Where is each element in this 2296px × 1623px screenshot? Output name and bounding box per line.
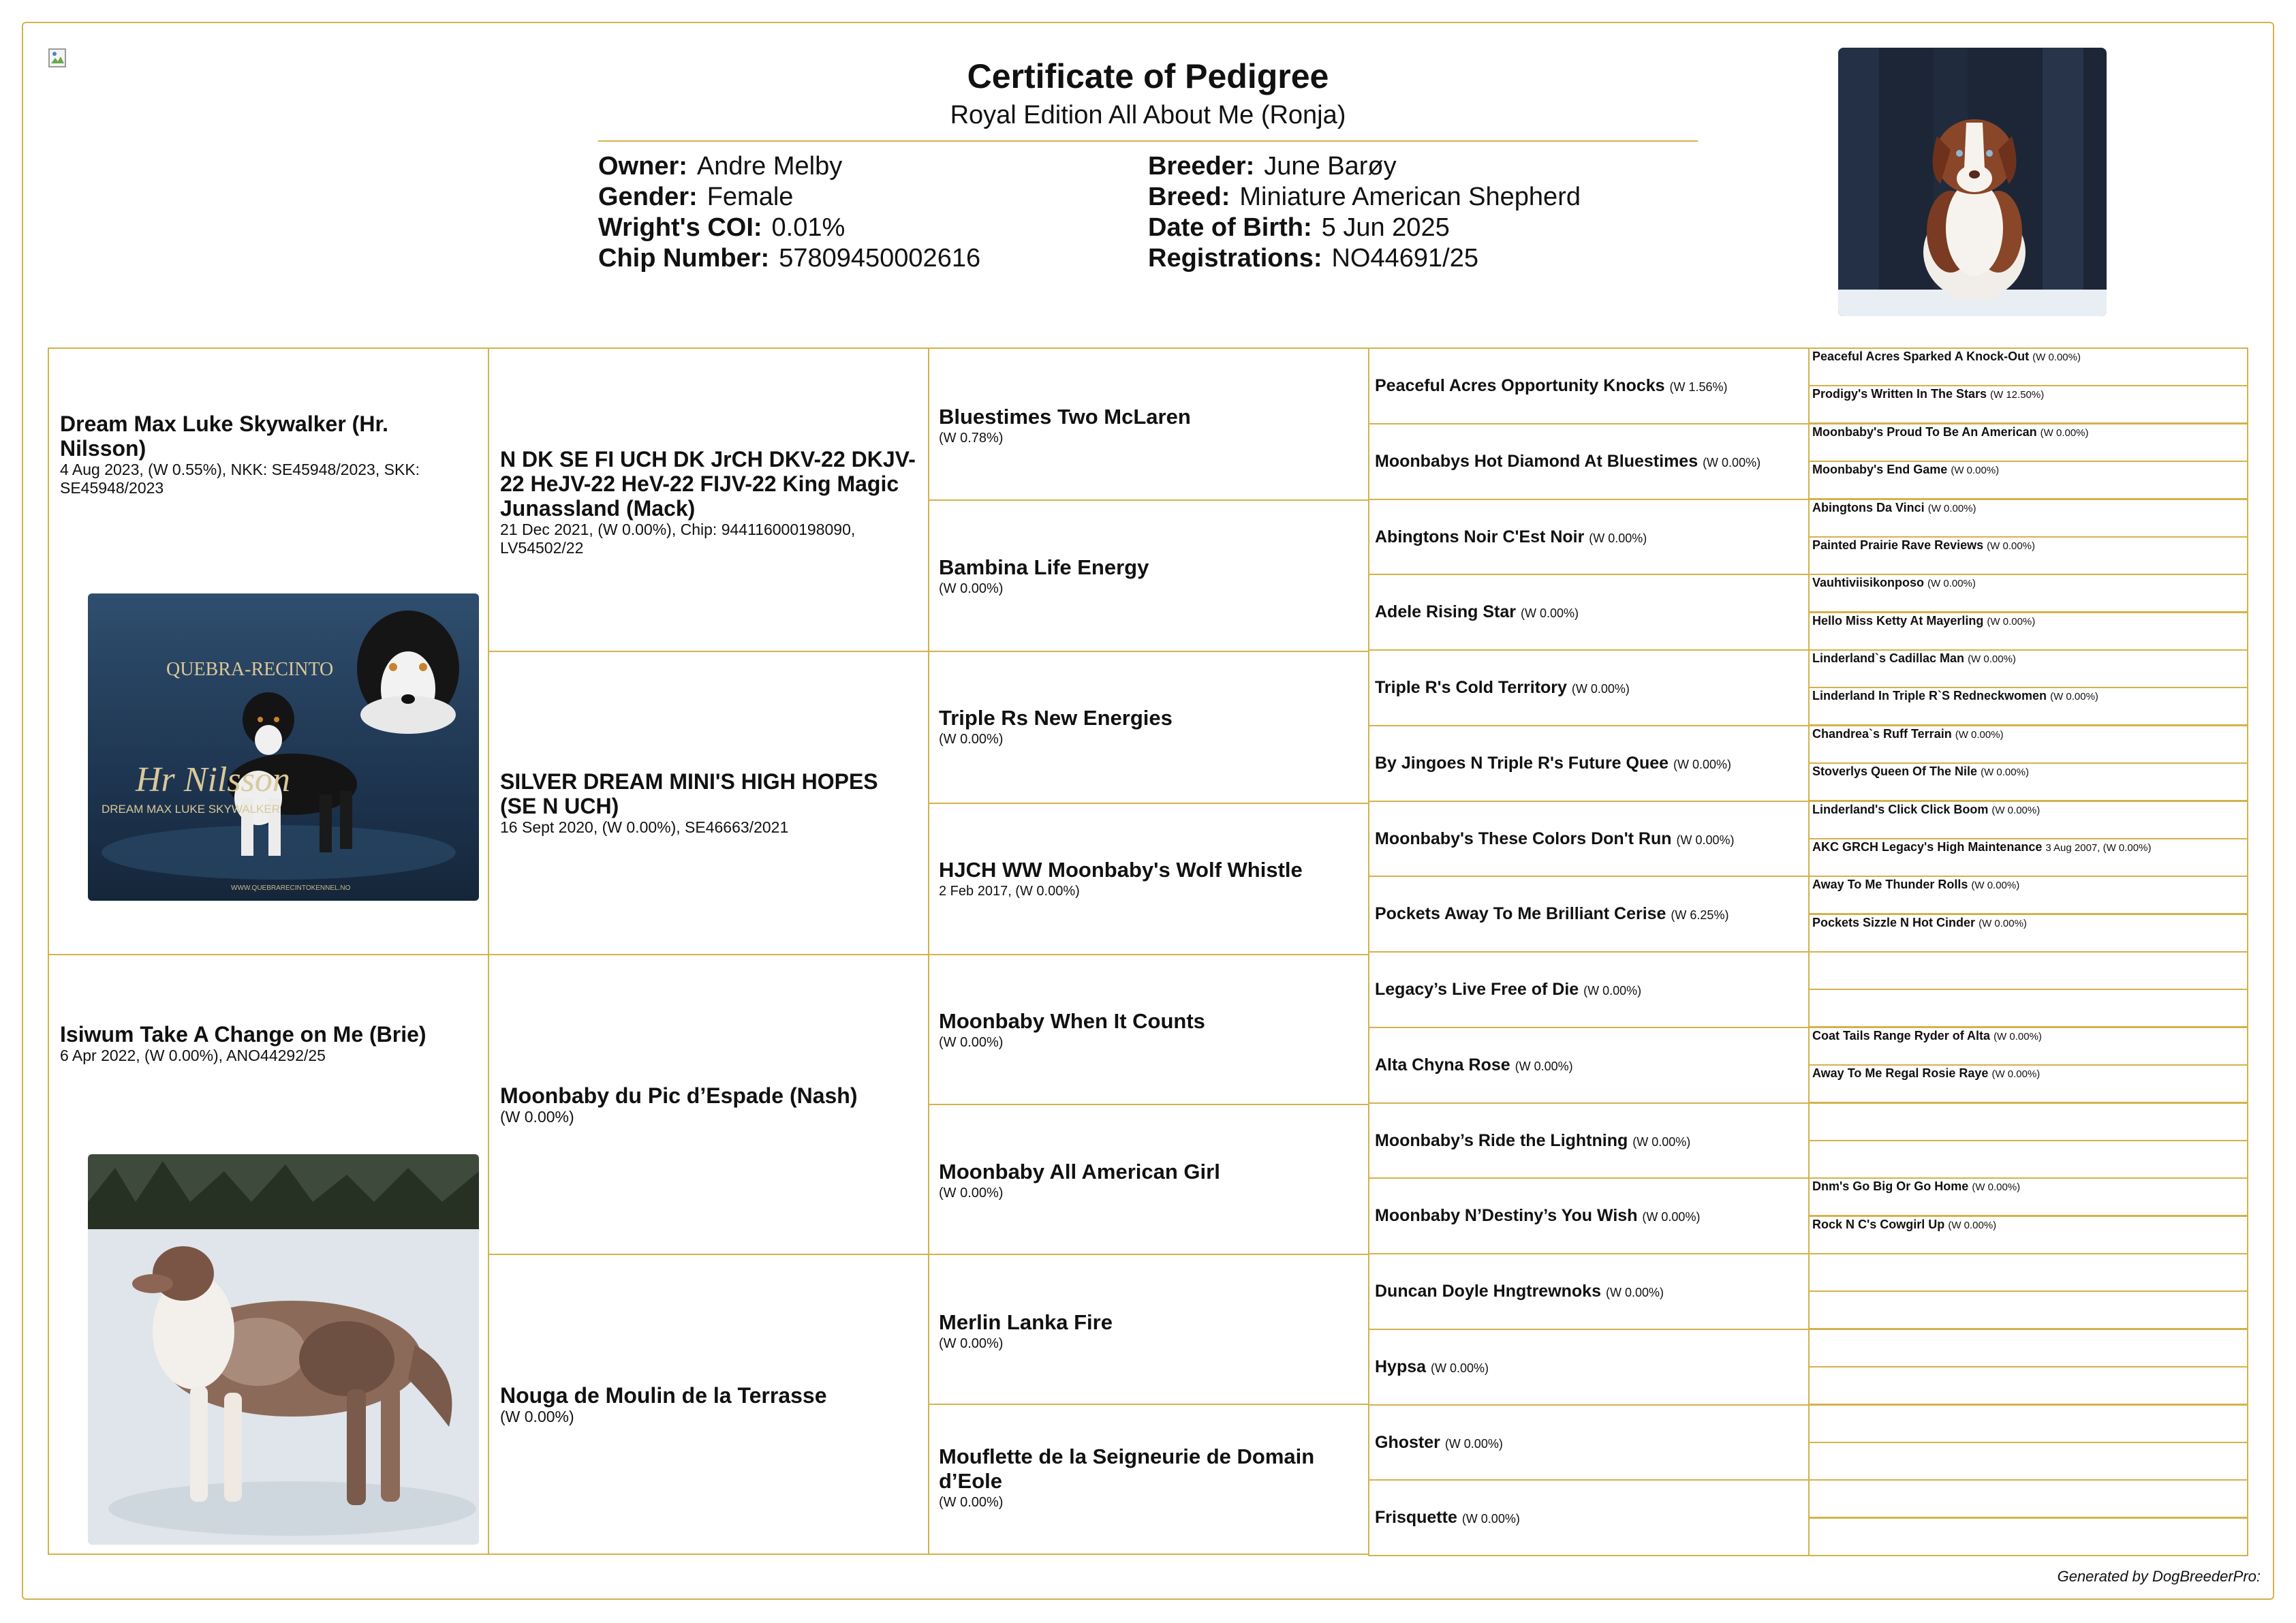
gender-row: Gender: Female xyxy=(598,183,794,211)
dog-name: Ghoster xyxy=(1375,1432,1440,1452)
dog-detail: (W 0.00%) xyxy=(2050,691,2098,702)
dog-name: Pockets Away To Me Brilliant Cerise xyxy=(1375,903,1666,923)
pedigree-gen2-cell xyxy=(488,1254,929,1555)
dog-detail: (W 0.00%) xyxy=(1991,1068,2041,1080)
dog-detail: (W 0.00%) xyxy=(1971,880,2020,891)
dog-name: Moonbaby's End Game xyxy=(1812,463,1948,476)
coi-row: Wright's COI: 0.01% xyxy=(598,213,846,242)
pedigree-gen3-cell xyxy=(928,1254,1369,1405)
dog-detail: (W 1.56%) xyxy=(1669,380,1728,394)
dog-name: Chandrea`s Ruff Terrain xyxy=(1812,727,1952,741)
pedigree-gen5-cell xyxy=(1808,1253,2248,1292)
dog-name: Mouflette de la Seigneurie de Domain d’Eole xyxy=(939,1444,1315,1493)
pedigree-gen5-cell xyxy=(1808,385,2248,424)
pedigree-gen5-cell xyxy=(1808,1329,2248,1367)
pedigree-gen4-cell xyxy=(1368,423,1810,500)
dob-row: Date of Birth: 5 Jun 2025 xyxy=(1148,213,1450,242)
dog-name: Adele Rising Star xyxy=(1375,602,1516,621)
pedigree-gen4-cell xyxy=(1368,1479,1810,1556)
pedigree-gen5-cell xyxy=(1808,649,2248,688)
dog-name: Vauhtiviisikonposo xyxy=(1812,576,1925,589)
pedigree-gen4-cell xyxy=(1368,499,1810,576)
pedigree-gen5-cell xyxy=(1808,687,2248,726)
dog-detail: (W 12.50%) xyxy=(1990,389,2045,401)
dog-name: Moonbaby du Pic d’Espade (Nash) xyxy=(500,1083,858,1108)
pedigree-gen4-cell xyxy=(1368,1177,1810,1254)
dog-name: Stoverlys Queen Of The Nile xyxy=(1812,764,1978,778)
pedigree-gen3-cell xyxy=(928,499,1369,652)
footer-credit: Generated by DogBreederPro: xyxy=(2057,1568,2261,1585)
dog-detail: (W 0.00%) xyxy=(1676,833,1735,847)
pedigree-gen5-cell xyxy=(1808,536,2248,575)
dog-detail: (W 0.00%) xyxy=(1520,606,1579,620)
dog-name: Moonbabys Hot Diamond At Bluestimes xyxy=(1375,451,1698,471)
dog-name: Prodigy's Written In The Stars xyxy=(1812,387,1987,401)
dog-detail: (W 0.00%) xyxy=(1571,681,1630,696)
pedigree-gen4-cell xyxy=(1368,876,1810,953)
sire-photo xyxy=(88,593,479,901)
pedigree-gen5-cell xyxy=(1808,1177,2248,1216)
dog-detail: (W 0.00%) xyxy=(1991,805,2041,816)
dog-name: Bluestimes Two McLaren xyxy=(939,405,1191,429)
dog-name: Moonbaby’s Ride the Lightning xyxy=(1375,1130,1628,1150)
dog-detail: (W 0.00%) xyxy=(1431,1361,1489,1375)
title-divider xyxy=(598,140,1698,142)
photo-caption: DREAM MAX LUKE SKYWALKER xyxy=(102,803,280,816)
dog-detail: (W 0.00%) xyxy=(939,1035,1004,1050)
pedigree-gen5-cell xyxy=(1808,1290,2248,1329)
owner-row: Owner: Andre Melby xyxy=(598,152,843,181)
dog-name: Frisquette xyxy=(1375,1507,1457,1527)
dog-detail: (W 0.00%) xyxy=(1605,1285,1664,1299)
dog-detail: (W 0.00%) xyxy=(1461,1511,1520,1526)
pedigree-gen3-cell xyxy=(928,651,1369,804)
dog-name: Abingtons Da Vinci xyxy=(1812,501,1925,514)
dog-detail: 6 Apr 2022, (W 0.00%), ANO44292/25 xyxy=(60,1047,326,1064)
dog-name: N DK SE FI UCH DK JrCH DKV-22 DKJV-22 HeJV-22 HeV-22 FIJV-22 King Magic Junassland (Mack) xyxy=(500,447,916,521)
dog-detail: (W 0.00%) xyxy=(500,1408,574,1425)
dog-name: Legacy’s Live Free of Die xyxy=(1375,979,1579,999)
dog-name: Hypsa xyxy=(1375,1357,1427,1376)
pedigree-gen5-cell xyxy=(1808,461,2248,499)
dog-name: Peaceful Acres Sparked A Knock-Out xyxy=(1812,350,2030,363)
dog-name: By Jingoes N Triple R's Future Quee xyxy=(1375,753,1669,773)
kennel-watermark: QUEBRA-RECINTO xyxy=(166,659,334,680)
dog-detail: (W 0.00%) xyxy=(1979,918,2027,929)
dog-name: Moonbaby All American Girl xyxy=(939,1160,1220,1184)
dog-name: Linderland`s Cadillac Man xyxy=(1812,651,1965,665)
pedigree-gen4-cell xyxy=(1368,1027,1810,1104)
dog-detail: (W 0.00%) xyxy=(1948,1220,1997,1231)
dog-detail: (W 0.00%) xyxy=(1583,983,1642,998)
dog-detail: (W 0.78%) xyxy=(939,431,1004,446)
dog-detail: 2 Feb 2017, (W 0.00%) xyxy=(939,884,1080,899)
dog-name: Merlin Lanka Fire xyxy=(939,1310,1113,1334)
puppy-photo xyxy=(1838,48,2107,316)
pedigree-gen4-cell xyxy=(1368,725,1810,802)
pedigree-gen5-cell xyxy=(1808,1404,2248,1443)
dog-name: Rock N C's Cowgirl Up xyxy=(1812,1218,1945,1231)
dog-detail: 3 Aug 2007, (W 0.00%) xyxy=(2045,842,2152,854)
signature: Hr Nilsson xyxy=(136,760,290,799)
pedigree-gen2-cell xyxy=(488,954,929,1255)
dog-name: Pockets Sizzle N Hot Cinder xyxy=(1812,916,1976,929)
dog-detail: (W 0.00%) xyxy=(1972,1181,2021,1193)
dog-name: Moonbaby N’Destiny’s You Wish xyxy=(1375,1205,1638,1225)
dog-name: Nouga de Moulin de la Terrasse xyxy=(500,1383,827,1408)
chip-row: Chip Number: 57809450002616 xyxy=(598,244,981,273)
dog-detail: (W 0.00%) xyxy=(1987,540,2036,552)
photo-website: WWW.QUEBRARECINTOKENNEL.NO xyxy=(231,884,351,892)
pedigree-gen5-cell xyxy=(1808,989,2248,1027)
dog-name: Peaceful Acres Opportunity Knocks xyxy=(1375,375,1665,395)
pedigree-gen5-cell xyxy=(1808,838,2248,877)
dog-name: Painted Prairie Rave Reviews xyxy=(1812,538,1984,552)
pedigree-gen5-cell xyxy=(1808,876,2248,914)
dog-name: Duncan Doyle Hngtrewnoks xyxy=(1375,1281,1601,1301)
dog-name: Bambina Life Energy xyxy=(939,555,1149,579)
pedigree-gen5-cell xyxy=(1808,1216,2248,1254)
pedigree-gen5-cell xyxy=(1808,423,2248,462)
dog-name: Hello Miss Ketty At Mayerling xyxy=(1812,614,1984,628)
dog-detail: (W 0.00%) xyxy=(939,1186,1004,1201)
dog-detail: (W 0.00%) xyxy=(939,1336,1004,1351)
pedigree-gen4-cell xyxy=(1368,574,1810,651)
pedigree-gen4-cell xyxy=(1368,951,1810,1028)
dog-detail: (W 0.00%) xyxy=(1642,1209,1701,1224)
dog-name: SILVER DREAM MINI'S HIGH HOPES (SE N UCH) xyxy=(500,769,878,818)
dog-detail: (W 0.00%) xyxy=(1444,1436,1503,1451)
dog-detail: (W 0.00%) xyxy=(1589,531,1647,545)
dog-detail: (W 0.00%) xyxy=(1927,578,1976,589)
pedigree-gen2-cell xyxy=(488,347,929,652)
dog-detail: (W 0.00%) xyxy=(1968,653,2016,665)
pedigree-gen5-cell xyxy=(1808,951,2248,990)
dog-detail: (W 0.00%) xyxy=(1927,503,1976,514)
dog-name: Coat Tails Range Ryder of Alta xyxy=(1812,1029,1991,1042)
dog-detail: (W 0.00%) xyxy=(1515,1059,1573,1073)
pedigree-gen5-cell xyxy=(1808,1479,2248,1518)
pedigree-gen3-cell xyxy=(928,954,1369,1105)
dog-name: Abingtons Noir C'Est Noir xyxy=(1375,527,1585,546)
dog-detail: 21 Dec 2021, (W 0.00%), Chip: 944116000198090, LV54502/22 xyxy=(500,521,856,557)
dog-detail: (W 0.00%) xyxy=(1981,767,2029,778)
dog-detail: (W 0.00%) xyxy=(1673,757,1732,771)
dog-name: Dream Max Luke Skywalker (Hr. Nilsson) xyxy=(60,412,389,461)
pedigree-gen4-cell xyxy=(1368,1329,1810,1406)
pedigree-gen5-cell xyxy=(1808,725,2248,764)
pedigree-gen5-cell xyxy=(1808,612,2248,651)
pedigree-gen5-cell xyxy=(1808,1140,2248,1179)
dog-name: Alta Chyna Rose xyxy=(1375,1055,1510,1075)
dog-name: Moonbaby When It Counts xyxy=(939,1009,1205,1033)
pedigree-gen5-cell xyxy=(1808,1064,2248,1103)
dog-name: Moonbaby's These Colors Don't Run xyxy=(1375,829,1672,848)
pedigree-gen3-cell xyxy=(928,347,1369,501)
pedigree-gen5-cell xyxy=(1808,574,2248,613)
pedigree-gen5-cell xyxy=(1808,914,2248,953)
dog-name: HJCH WW Moonbaby's Wolf Whistle xyxy=(939,858,1303,882)
dog-name: Dnm's Go Big Or Go Home xyxy=(1812,1179,1969,1193)
pedigree-gen4-cell xyxy=(1368,347,1810,424)
dog-name: Moonbaby's Proud To Be An American xyxy=(1812,425,2037,439)
pedigree-gen5-cell xyxy=(1808,1102,2248,1141)
dog-registered-name: Royal Edition All About Me (Ronja) xyxy=(950,101,1346,129)
dam-photo xyxy=(88,1154,479,1545)
pedigree-gen3-cell xyxy=(928,1404,1369,1555)
pedigree-gen3-cell xyxy=(928,803,1369,955)
broken-image-icon xyxy=(48,48,71,71)
dog-name: Linderland In Triple R`S Redneckwomen xyxy=(1812,689,2047,702)
pedigree-gen5-cell xyxy=(1808,1442,2248,1481)
dog-detail: 16 Sept 2020, (W 0.00%), SE46663/2021 xyxy=(500,818,789,836)
dog-name: Away To Me Thunder Rolls xyxy=(1812,878,1968,891)
dog-detail: (W 0.00%) xyxy=(1632,1134,1691,1149)
dog-name: Triple Rs New Energies xyxy=(939,706,1173,730)
dog-detail: (W 0.00%) xyxy=(2032,352,2081,363)
dog-detail: (W 0.00%) xyxy=(1955,729,2004,741)
pedigree-gen4-cell xyxy=(1368,1404,1810,1481)
pedigree-gen3-cell xyxy=(928,1104,1369,1255)
dog-name: Isiwum Take A Change on Me (Brie) xyxy=(60,1022,426,1047)
page-title: Certificate of Pedigree xyxy=(967,57,1329,95)
dog-name: AKC GRCH Legacy's High Maintenance xyxy=(1812,840,2043,854)
pedigree-gen4-cell xyxy=(1368,649,1810,726)
dog-detail: 4 Aug 2023, (W 0.55%), NKK: SE45948/2023, SKK: SE45948/2023 xyxy=(60,461,420,497)
pedigree-gen5-cell xyxy=(1808,1027,2248,1066)
dog-name: Away To Me Regal Rosie Raye xyxy=(1812,1066,1989,1080)
pedigree-gen5-cell xyxy=(1808,801,2248,839)
registrations-row: Registrations: NO44691/25 xyxy=(1148,244,1478,273)
pedigree-gen4-cell xyxy=(1368,1253,1810,1330)
dog-detail: (W 0.00%) xyxy=(1987,616,2036,628)
pedigree-gen5-cell xyxy=(1808,347,2248,386)
pedigree-gen4-cell xyxy=(1368,801,1810,878)
dog-detail: (W 0.00%) xyxy=(1703,455,1761,469)
dog-detail: (W 0.00%) xyxy=(500,1108,574,1126)
pedigree-gen5-cell xyxy=(1808,1517,2248,1556)
dog-detail: (W 6.25%) xyxy=(1671,908,1729,922)
dog-detail: (W 0.00%) xyxy=(939,1495,1004,1510)
pedigree-gen5-cell xyxy=(1808,762,2248,801)
dog-detail: (W 0.00%) xyxy=(2040,427,2089,439)
breed-row: Breed: Miniature American Shepherd xyxy=(1148,183,1581,211)
pedigree-gen4-cell xyxy=(1368,1102,1810,1179)
dog-name: Linderland's Click Click Boom xyxy=(1812,803,1989,816)
pedigree-gen2-cell xyxy=(488,651,929,955)
dog-detail: (W 0.00%) xyxy=(939,581,1004,596)
dog-name: Triple R's Cold Territory xyxy=(1375,677,1567,697)
dog-detail: (W 0.00%) xyxy=(1994,1031,2042,1042)
pedigree-gen5-cell xyxy=(1808,1366,2248,1405)
dog-detail: (W 0.00%) xyxy=(1951,465,2000,476)
pedigree-gen5-cell xyxy=(1808,499,2248,538)
dog-detail: (W 0.00%) xyxy=(939,732,1004,747)
breeder-row: Breeder: June Barøy xyxy=(1148,152,1397,181)
